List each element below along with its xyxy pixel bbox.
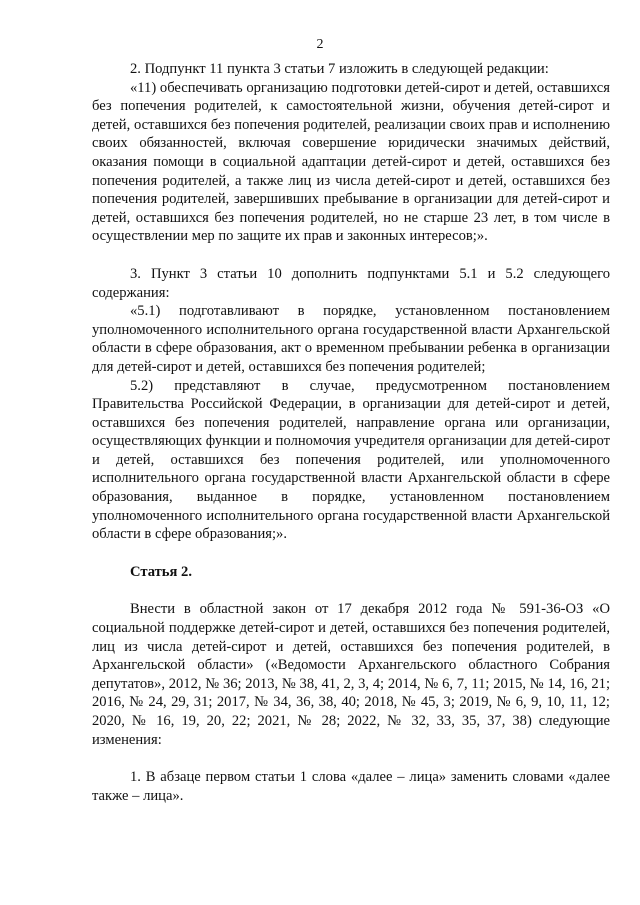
paragraph-gap [92, 581, 610, 600]
paragraph-subpoint-5-1: «5.1) подготавливают в порядке, установленном постановлением уполномоченного исполнительного органа государственной власти Архангельской области в сфере образования, акт о временном пребывании ребенка в организации для детей-сирот и детей, оставшихся без попечения родителей; [92, 303, 610, 375]
paragraph-amendment-2: 2. Подпункт 11 пункта 3 статьи 7 изложить в следующей редакции: [130, 61, 549, 77]
paragraph-subpoint-5-2: 5.2) представляют в случае, предусмотренном постановлением Правительства Российской Федерации, в организации для детей-сирот и детей, оставшихся без попечения родителей, направление органа или организации, осуществляющих функции и полномочия учредителя организации для детей-сирот и детей, оставшихся без попечения родителей, или уполномоченного исполнительного органа государственной власти Архангельской области в сфере образования, выданное в порядке, установленном постановлением уполномоченного исполнительного органа государственной власти Архангельской области в сфере образования;». [92, 377, 610, 543]
document-body [92, 60, 610, 805]
paragraph-gap [92, 246, 610, 265]
paragraph-gap [92, 749, 610, 768]
paragraph-change-1: 1. В абзаце первом статьи 1 слова «далее – лица» заменить словами «далее также – лица». [92, 769, 610, 804]
paragraph-gap [92, 544, 610, 563]
paragraph-article-2-intro: Внести в областной закон от 17 декабря 2012 года № 591-36-ОЗ «О социальной поддержке детей-сирот и детей, оставшихся без попечения родителей, лиц из числа детей-сирот и детей, оставшихся без попечения родителей, в Архангельской области» («Ведомости Архангельского областного Собрания депутатов», 2012, № 36; 2013, № 38, 41, 2, 3, 4; 2014, № 6, 7, 11; 2015, № 14, 16, 21; 2016, № 24, 29, 31; 2017, № 34, 36, 38, 40; 2018, № 45, 3; 2019, № 6, 9, 10, 11, 12; 2020, № 16, 19, 20, 22; 2021, № 28; 2022, № 32, 33, 35, 37, 38) следующие изменения: [92, 601, 610, 748]
article-heading: Статья 2. [130, 563, 192, 580]
paragraph-subpoint-11: «11) обеспечивать организацию подготовки детей-сирот и детей, оставшихся без попечения родителей, к самостоятельной жизни, обучения детей-сирот и детей, оставшихся без попечения родителей, реализации своих прав и исполнению своих обязанностей, включая совершение юридически значимых действий, оказания помощи в социальной адаптации детей-сирот и детей, оставшихся без попечения родителей, а также лиц из числа детей-сирот и детей, оставшихся без попечения родителей, завершивших пребывание в организации для детей-сирот и детей, оставшихся без попечения родителей, но не старше 23 лет, в том числе в осуществлении мер по защите их прав и законных интересов;». [92, 79, 610, 245]
page-number: 2 [316, 37, 324, 52]
paragraph-amendment-3: 3. Пункт 3 статьи 10 дополнить подпунктами 5.1 и 5.2 следующего содержания: [92, 265, 610, 301]
